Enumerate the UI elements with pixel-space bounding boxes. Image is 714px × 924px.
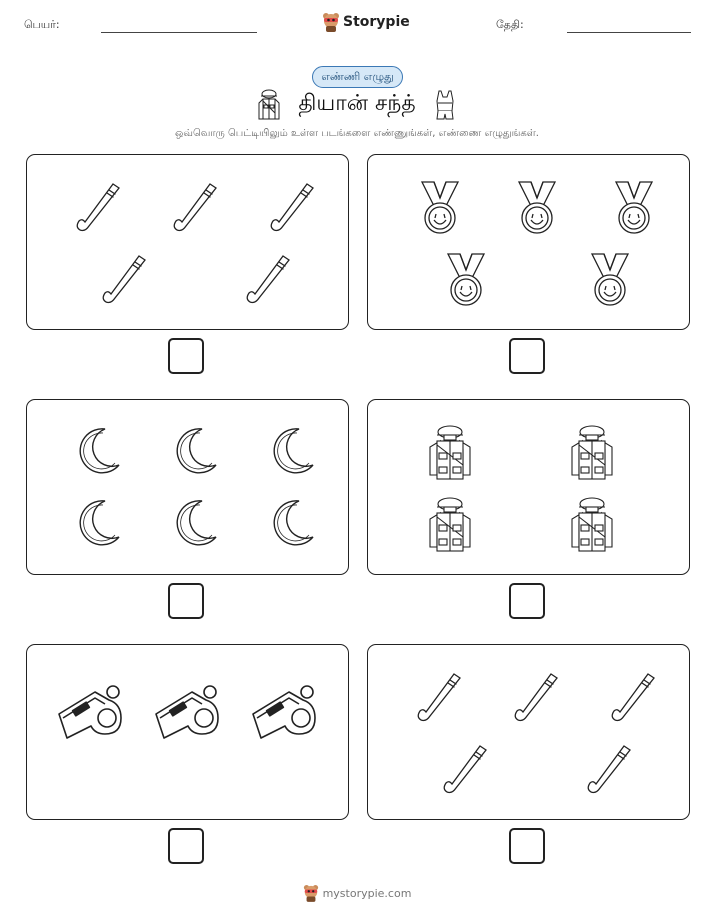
answer-box-3[interactable] [168, 583, 204, 619]
title-row [0, 88, 714, 122]
whistle-icon [253, 686, 315, 738]
name-label: பெயர்: [24, 18, 60, 31]
activity-badge: எண்ணி எழுது [312, 66, 403, 88]
hockey-stick-icon [247, 256, 289, 303]
moon-icon [274, 501, 313, 545]
hockey-stick-icon [444, 746, 486, 793]
hockey-stick-icon [515, 674, 557, 721]
bear-mascot-icon [303, 884, 319, 902]
brand-name: Storypie [343, 14, 410, 30]
answer-box-1[interactable] [168, 338, 204, 374]
medal-icon [592, 254, 628, 305]
moon-icon [177, 501, 216, 545]
counting-box-4 [367, 399, 690, 575]
footer [0, 884, 714, 902]
bear-mascot-icon [322, 12, 340, 32]
hockey-stick-icon [174, 184, 216, 231]
hockey-stick-icon [588, 746, 630, 793]
moon-icon [80, 501, 119, 545]
answer-box-4[interactable] [509, 583, 545, 619]
hockey-stick-icon [271, 184, 313, 231]
medal-icon [519, 182, 555, 233]
whistle-icon [59, 686, 121, 738]
instruction-text: ஒவ்வொரு பெட்டியிலும் உள்ள படங்களை எண்ணுங்கள், எண்ணை எழுதுங்கள். [175, 128, 539, 139]
counting-box-3 [26, 399, 349, 575]
footer-site: mystorypie.com [322, 886, 412, 900]
sports-kit-icon [432, 89, 458, 121]
counting-box-5 [26, 644, 349, 820]
counting-box-1 [26, 154, 349, 330]
medal-icon [422, 182, 458, 233]
date-label: தேதி: [496, 18, 524, 31]
counting-box-2 [367, 154, 690, 330]
whistle-icon [156, 686, 218, 738]
safari-jacket-icon [572, 498, 612, 551]
answer-box-2[interactable] [509, 338, 545, 374]
medal-icon [448, 254, 484, 305]
moon-icon [80, 429, 119, 473]
medal-icon [616, 182, 652, 233]
date-line[interactable] [567, 32, 691, 33]
answer-box-6[interactable] [509, 828, 545, 864]
moon-icon [274, 429, 313, 473]
storypie-logo [322, 12, 410, 32]
safari-jacket-icon [256, 89, 282, 121]
moon-icon [177, 429, 216, 473]
safari-jacket-icon [430, 426, 470, 479]
answer-box-5[interactable] [168, 828, 204, 864]
hockey-stick-icon [77, 184, 119, 231]
counting-box-6 [367, 644, 690, 820]
hockey-stick-icon [103, 256, 145, 303]
safari-jacket-icon [572, 426, 612, 479]
safari-jacket-icon [430, 498, 470, 551]
page-title: தியான் சந்த் [298, 91, 416, 116]
hockey-stick-icon [612, 674, 654, 721]
hockey-stick-icon [418, 674, 460, 721]
name-line[interactable] [101, 32, 257, 33]
